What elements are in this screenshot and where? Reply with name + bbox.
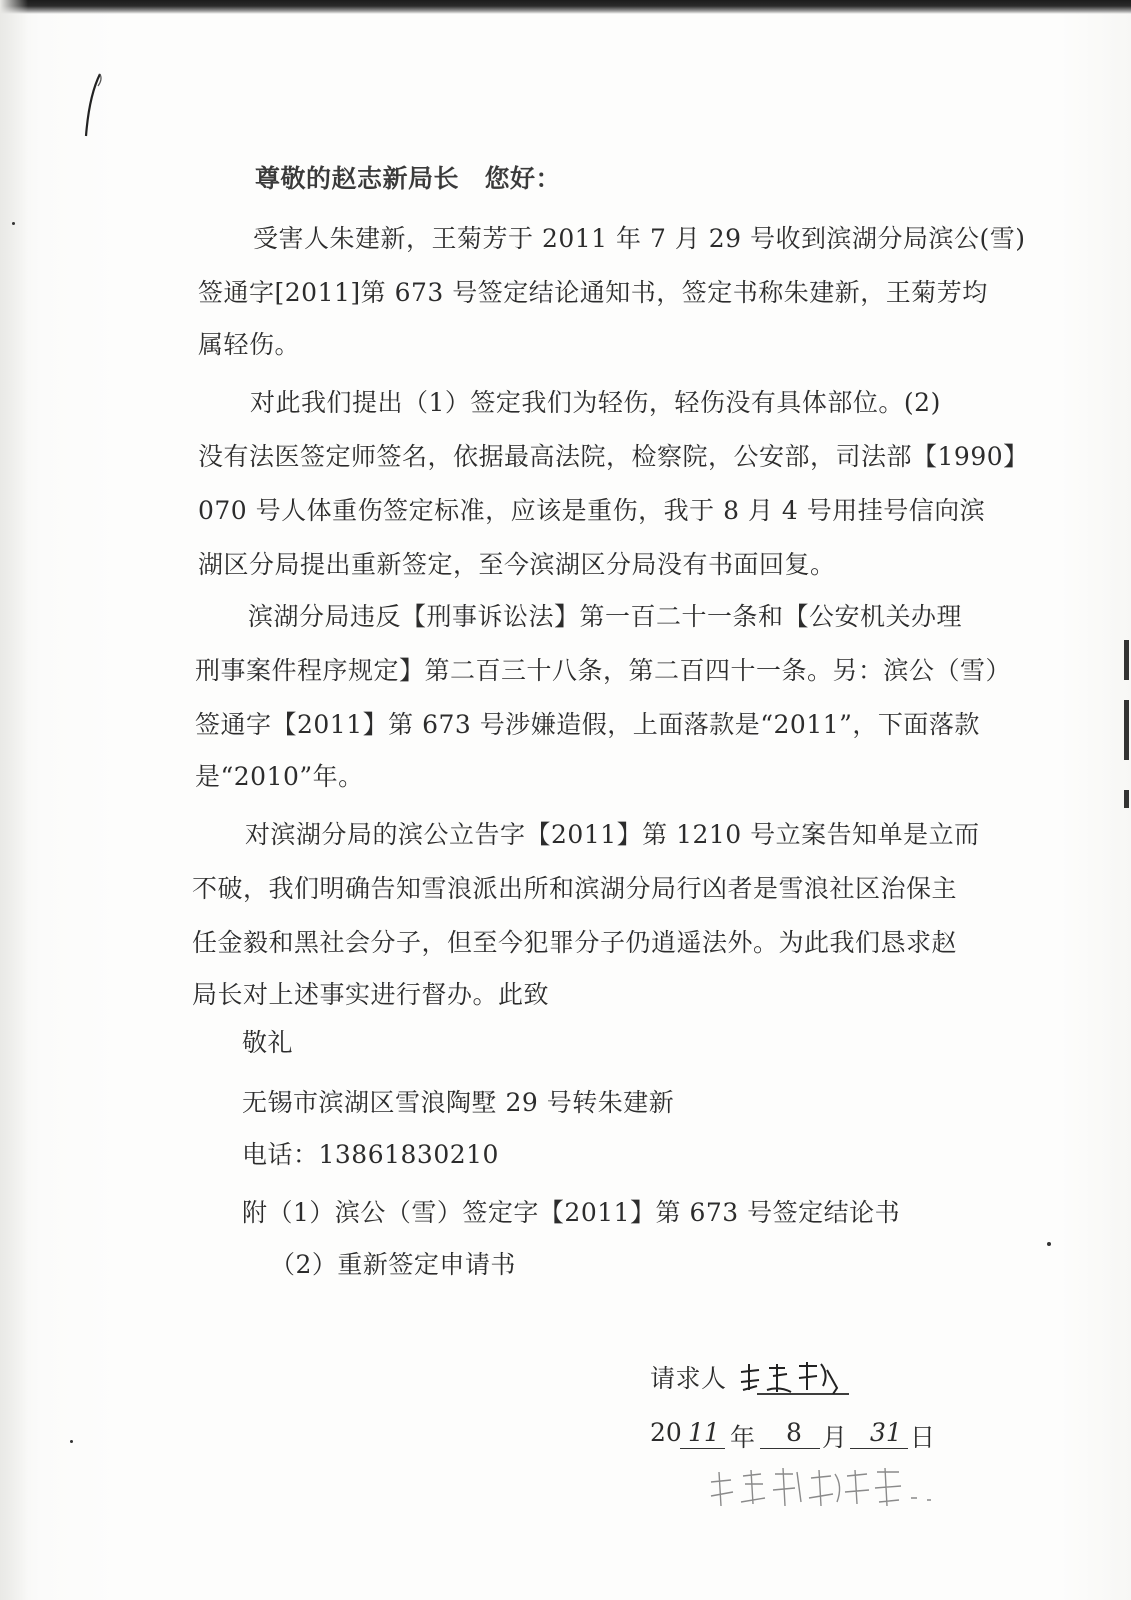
attachment-1: 附（1）滨公（雪）签定字【2011】第 673 号签定结论书 [242, 1198, 901, 1227]
date-year-value: 11 [688, 1418, 720, 1447]
paragraph4-line4: 局长对上述事实进行督办。此致 [192, 980, 550, 1009]
paragraph2-line2: 没有法医签定师签名，依据最高法院，检察院，公安部，司法部【1990】 [198, 442, 1029, 471]
handwritten-note [705, 1462, 945, 1522]
paragraph1-line3: 属轻伤。 [198, 330, 301, 359]
sender-address: 无锡市滨湖区雪浪陶墅 29 号转朱建新 [242, 1088, 675, 1117]
handwritten-signature [737, 1360, 855, 1400]
paragraph4-line3: 任金毅和黑社会分子，但至今犯罪分子仍逍遥法外。为此我们恳求赵 [192, 928, 958, 957]
scan-right-edge-marks [1122, 640, 1131, 820]
scan-speck [70, 1440, 73, 1443]
scan-left-edge [0, 0, 28, 1600]
paragraph3-line2: 刑事案件程序规定】第二百三十八条，第二百四十一条。另：滨公（雪） [195, 656, 1012, 685]
salutation: 尊敬的赵志新局长 您好： [255, 164, 562, 193]
paragraph3-line1: 滨湖分局违反【刑事诉讼法】第一百二十一条和【公安机关办理 [248, 602, 963, 631]
paragraph3-line4: 是“2010”年。 [195, 762, 364, 791]
paragraph1-line2: 签通字[2011]第 673 号签定结论通知书，签定书称朱建新，王菊芳均 [198, 278, 988, 307]
date-month-value: 8 [786, 1418, 802, 1447]
date-day-value: 31 [870, 1418, 902, 1447]
paragraph1-line1: 受害人朱建新，王菊芳于 2011 年 7 月 29 号收到滨湖分局滨公(雪) [253, 224, 1026, 253]
closing-regards: 敬礼 [242, 1028, 294, 1057]
scan-speck [1047, 1242, 1051, 1246]
requester-label: 请求人 [650, 1364, 727, 1393]
date-day-label: 日 [910, 1423, 936, 1452]
staple-mark-icon [82, 70, 108, 140]
date-year-label: 年 [730, 1423, 756, 1452]
paragraph2-line4: 湖区分局提出重新签定，至今滨湖区分局没有书面回复。 [198, 550, 836, 579]
attachment-2: （2）重新签定申请书 [270, 1250, 516, 1279]
paragraph4-line1: 对滨湖分局的滨公立告字【2011】第 1210 号立案告知单是立而 [245, 820, 980, 849]
date-month-label: 月 [822, 1423, 848, 1452]
sender-phone: 电话：13861830210 [242, 1140, 499, 1169]
paragraph4-line2: 不破，我们明确告知雪浪派出所和滨湖分局行凶者是雪浪社区治保主 [192, 874, 958, 903]
paragraph2-line3: 070 号人体重伤签定标准，应该是重伤，我于 8 月 4 号用挂号信向滨 [198, 496, 986, 525]
scan-speck [12, 222, 15, 225]
paragraph2-line1: 对此我们提出（1）签定我们为轻伤，轻伤没有具体部位。(2) [250, 388, 941, 417]
paragraph3-line3: 签通字【2011】第 673 号涉嫌造假，上面落款是“2011”，下面落款 [195, 710, 980, 739]
date-prefix: 20 [650, 1418, 682, 1447]
scan-top-edge [0, 0, 1131, 14]
